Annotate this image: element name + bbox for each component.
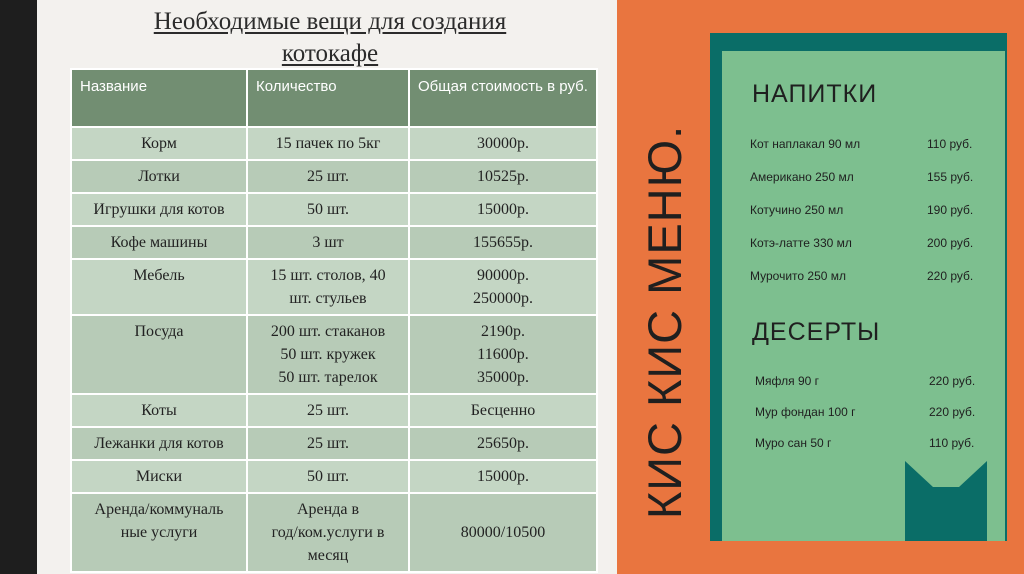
menu-item-price: 220 руб. bbox=[927, 269, 974, 283]
cell-name bbox=[71, 427, 247, 460]
cell-quantity-line: 15 пачек по 5кг bbox=[275, 135, 381, 152]
cell-cost bbox=[409, 315, 597, 394]
cell-cost-line: 11600р. bbox=[477, 346, 529, 363]
left-dark-bar bbox=[0, 0, 28, 574]
menu-item-price: 110 руб. bbox=[927, 137, 973, 151]
cell-cost bbox=[409, 460, 597, 493]
menu-item-name: Котэ-латте 330 мл bbox=[750, 236, 852, 250]
cell-cost-line: 90000р. bbox=[477, 267, 529, 284]
cell-quantity bbox=[247, 460, 409, 493]
vertical-title-wrap bbox=[622, 92, 708, 552]
cell-quantity bbox=[247, 493, 409, 572]
cell-quantity bbox=[247, 259, 409, 315]
drinks-title: НАПИТКИ bbox=[752, 80, 878, 108]
cell-cost-line: 10525р. bbox=[477, 168, 529, 185]
cell-quantity-line: 50 шт. bbox=[306, 201, 350, 218]
table-row bbox=[71, 226, 597, 259]
cell-quantity bbox=[247, 127, 409, 160]
cell-name-line: Игрушки для котов bbox=[93, 201, 225, 218]
table-row bbox=[71, 427, 597, 460]
cell-quantity-line: 200 шт. стаканов bbox=[270, 323, 386, 340]
cell-quantity-line: 25 шт. bbox=[306, 402, 350, 419]
cell-quantity bbox=[247, 226, 409, 259]
cell-cost bbox=[409, 193, 597, 226]
cell-name bbox=[71, 394, 247, 427]
page-title-line1: Необходимые вещи для создания bbox=[153, 8, 507, 35]
vertical-menu-title: КИС КИС МЕНЮ. bbox=[638, 124, 691, 520]
table-row bbox=[71, 460, 597, 493]
cell-cost-line: 35000р. bbox=[477, 369, 529, 386]
cell-quantity bbox=[247, 193, 409, 226]
cell-name-line: Посуда bbox=[134, 323, 184, 340]
table-row bbox=[71, 160, 597, 193]
cell-quantity-line: 15 шт. столов, 40 bbox=[270, 267, 386, 284]
menu-item-name: Мурочито 250 мл bbox=[750, 269, 847, 283]
menu-item-price: 155 руб. bbox=[927, 170, 974, 184]
desserts-title: ДЕСЕРТЫ bbox=[752, 318, 881, 346]
menu-item-price: 220 руб. bbox=[929, 405, 976, 419]
table-row bbox=[71, 193, 597, 226]
page-title-line2: котокафе bbox=[281, 40, 379, 67]
cell-name bbox=[71, 493, 247, 572]
menu-item-name: Котучино 250 мл bbox=[750, 203, 844, 217]
menu-item-name: Кот наплакал 90 мл bbox=[750, 137, 861, 151]
cell-quantity bbox=[247, 427, 409, 460]
cell-cost-line: 30000р. bbox=[477, 135, 529, 152]
cell-name-line: Корм bbox=[141, 135, 177, 152]
cell-quantity bbox=[247, 394, 409, 427]
table-row bbox=[71, 315, 597, 394]
table-body bbox=[71, 127, 597, 572]
menu-item-name: Муро сан 50 г bbox=[755, 436, 832, 450]
menu-item-name: Американо 250 мл bbox=[750, 170, 854, 184]
cell-quantity-line: 50 шт. bbox=[306, 468, 350, 485]
cell-cost bbox=[409, 493, 597, 572]
left-bar-edge bbox=[28, 0, 37, 574]
cell-quantity bbox=[247, 160, 409, 193]
cell-cost-line: 15000р. bbox=[477, 201, 529, 218]
cell-quantity-line: 50 шт. кружек bbox=[280, 346, 376, 363]
header-name: Название bbox=[71, 69, 247, 127]
cell-cost-line: 2190р. bbox=[481, 323, 525, 340]
page-title bbox=[90, 6, 570, 70]
cell-name-line: Мебель bbox=[133, 267, 185, 284]
cell-quantity-line: 25 шт. bbox=[306, 168, 350, 185]
cell-name bbox=[71, 226, 247, 259]
cell-quantity-line: 25 шт. bbox=[306, 435, 350, 452]
menu-item-price: 110 руб. bbox=[929, 436, 975, 450]
cell-name-line: Миски bbox=[135, 468, 183, 485]
cell-name bbox=[71, 193, 247, 226]
cell-cost bbox=[409, 259, 597, 315]
menu-item-price: 220 руб. bbox=[929, 374, 976, 388]
cat-ears-icon bbox=[905, 461, 987, 541]
cell-quantity-line: шт. стульев bbox=[289, 290, 367, 307]
table-row bbox=[71, 259, 597, 315]
cell-name bbox=[71, 127, 247, 160]
costs-table bbox=[70, 68, 598, 573]
cell-name bbox=[71, 460, 247, 493]
table-row bbox=[71, 394, 597, 427]
table-row bbox=[71, 493, 597, 572]
cell-name-line: Коты bbox=[141, 402, 177, 419]
cell-name bbox=[71, 259, 247, 315]
cell-name bbox=[71, 315, 247, 394]
cell-name-line: Лежанки для котов bbox=[94, 435, 224, 452]
header-quantity: Количество bbox=[247, 69, 409, 127]
cell-cost-line: 25650р. bbox=[477, 435, 529, 452]
menu-item-price: 200 руб. bbox=[927, 236, 974, 250]
cell-cost-line: 80000/10500 bbox=[460, 524, 546, 541]
table-row bbox=[71, 127, 597, 160]
cell-cost bbox=[409, 226, 597, 259]
cell-name-line: Аренда/коммуналь bbox=[94, 501, 224, 518]
menu-item-name: Мур фондан 100 г bbox=[755, 405, 856, 419]
menu-item-name: Мяфля 90 г bbox=[755, 374, 819, 388]
cell-name bbox=[71, 160, 247, 193]
table-header-row bbox=[71, 69, 597, 127]
cell-name-line: Кофе машины bbox=[110, 234, 208, 251]
cell-cost bbox=[409, 427, 597, 460]
cell-quantity-line: 50 шт. тарелок bbox=[278, 369, 378, 386]
cell-cost-line: 15000р. bbox=[477, 468, 529, 485]
cell-cost-line: 250000р. bbox=[473, 290, 533, 307]
menu-item-price: 190 руб. bbox=[927, 203, 974, 217]
cell-cost-line: Бесценно bbox=[470, 402, 536, 419]
cell-quantity-line: Аренда в bbox=[296, 501, 359, 518]
cell-quantity-line: год/ком.услуги в bbox=[271, 524, 385, 541]
cell-quantity-line: 3 шт bbox=[312, 234, 344, 251]
cell-cost-line: 155655р. bbox=[473, 234, 533, 251]
header-cost: Общая стоимость в руб. bbox=[409, 69, 597, 127]
cell-cost bbox=[409, 394, 597, 427]
cell-cost bbox=[409, 160, 597, 193]
cell-cost bbox=[409, 127, 597, 160]
cell-name-line: ные услуги bbox=[120, 524, 198, 541]
cell-quantity bbox=[247, 315, 409, 394]
cell-quantity-line: месяц bbox=[307, 547, 349, 564]
cell-name-line: Лотки bbox=[138, 168, 180, 185]
